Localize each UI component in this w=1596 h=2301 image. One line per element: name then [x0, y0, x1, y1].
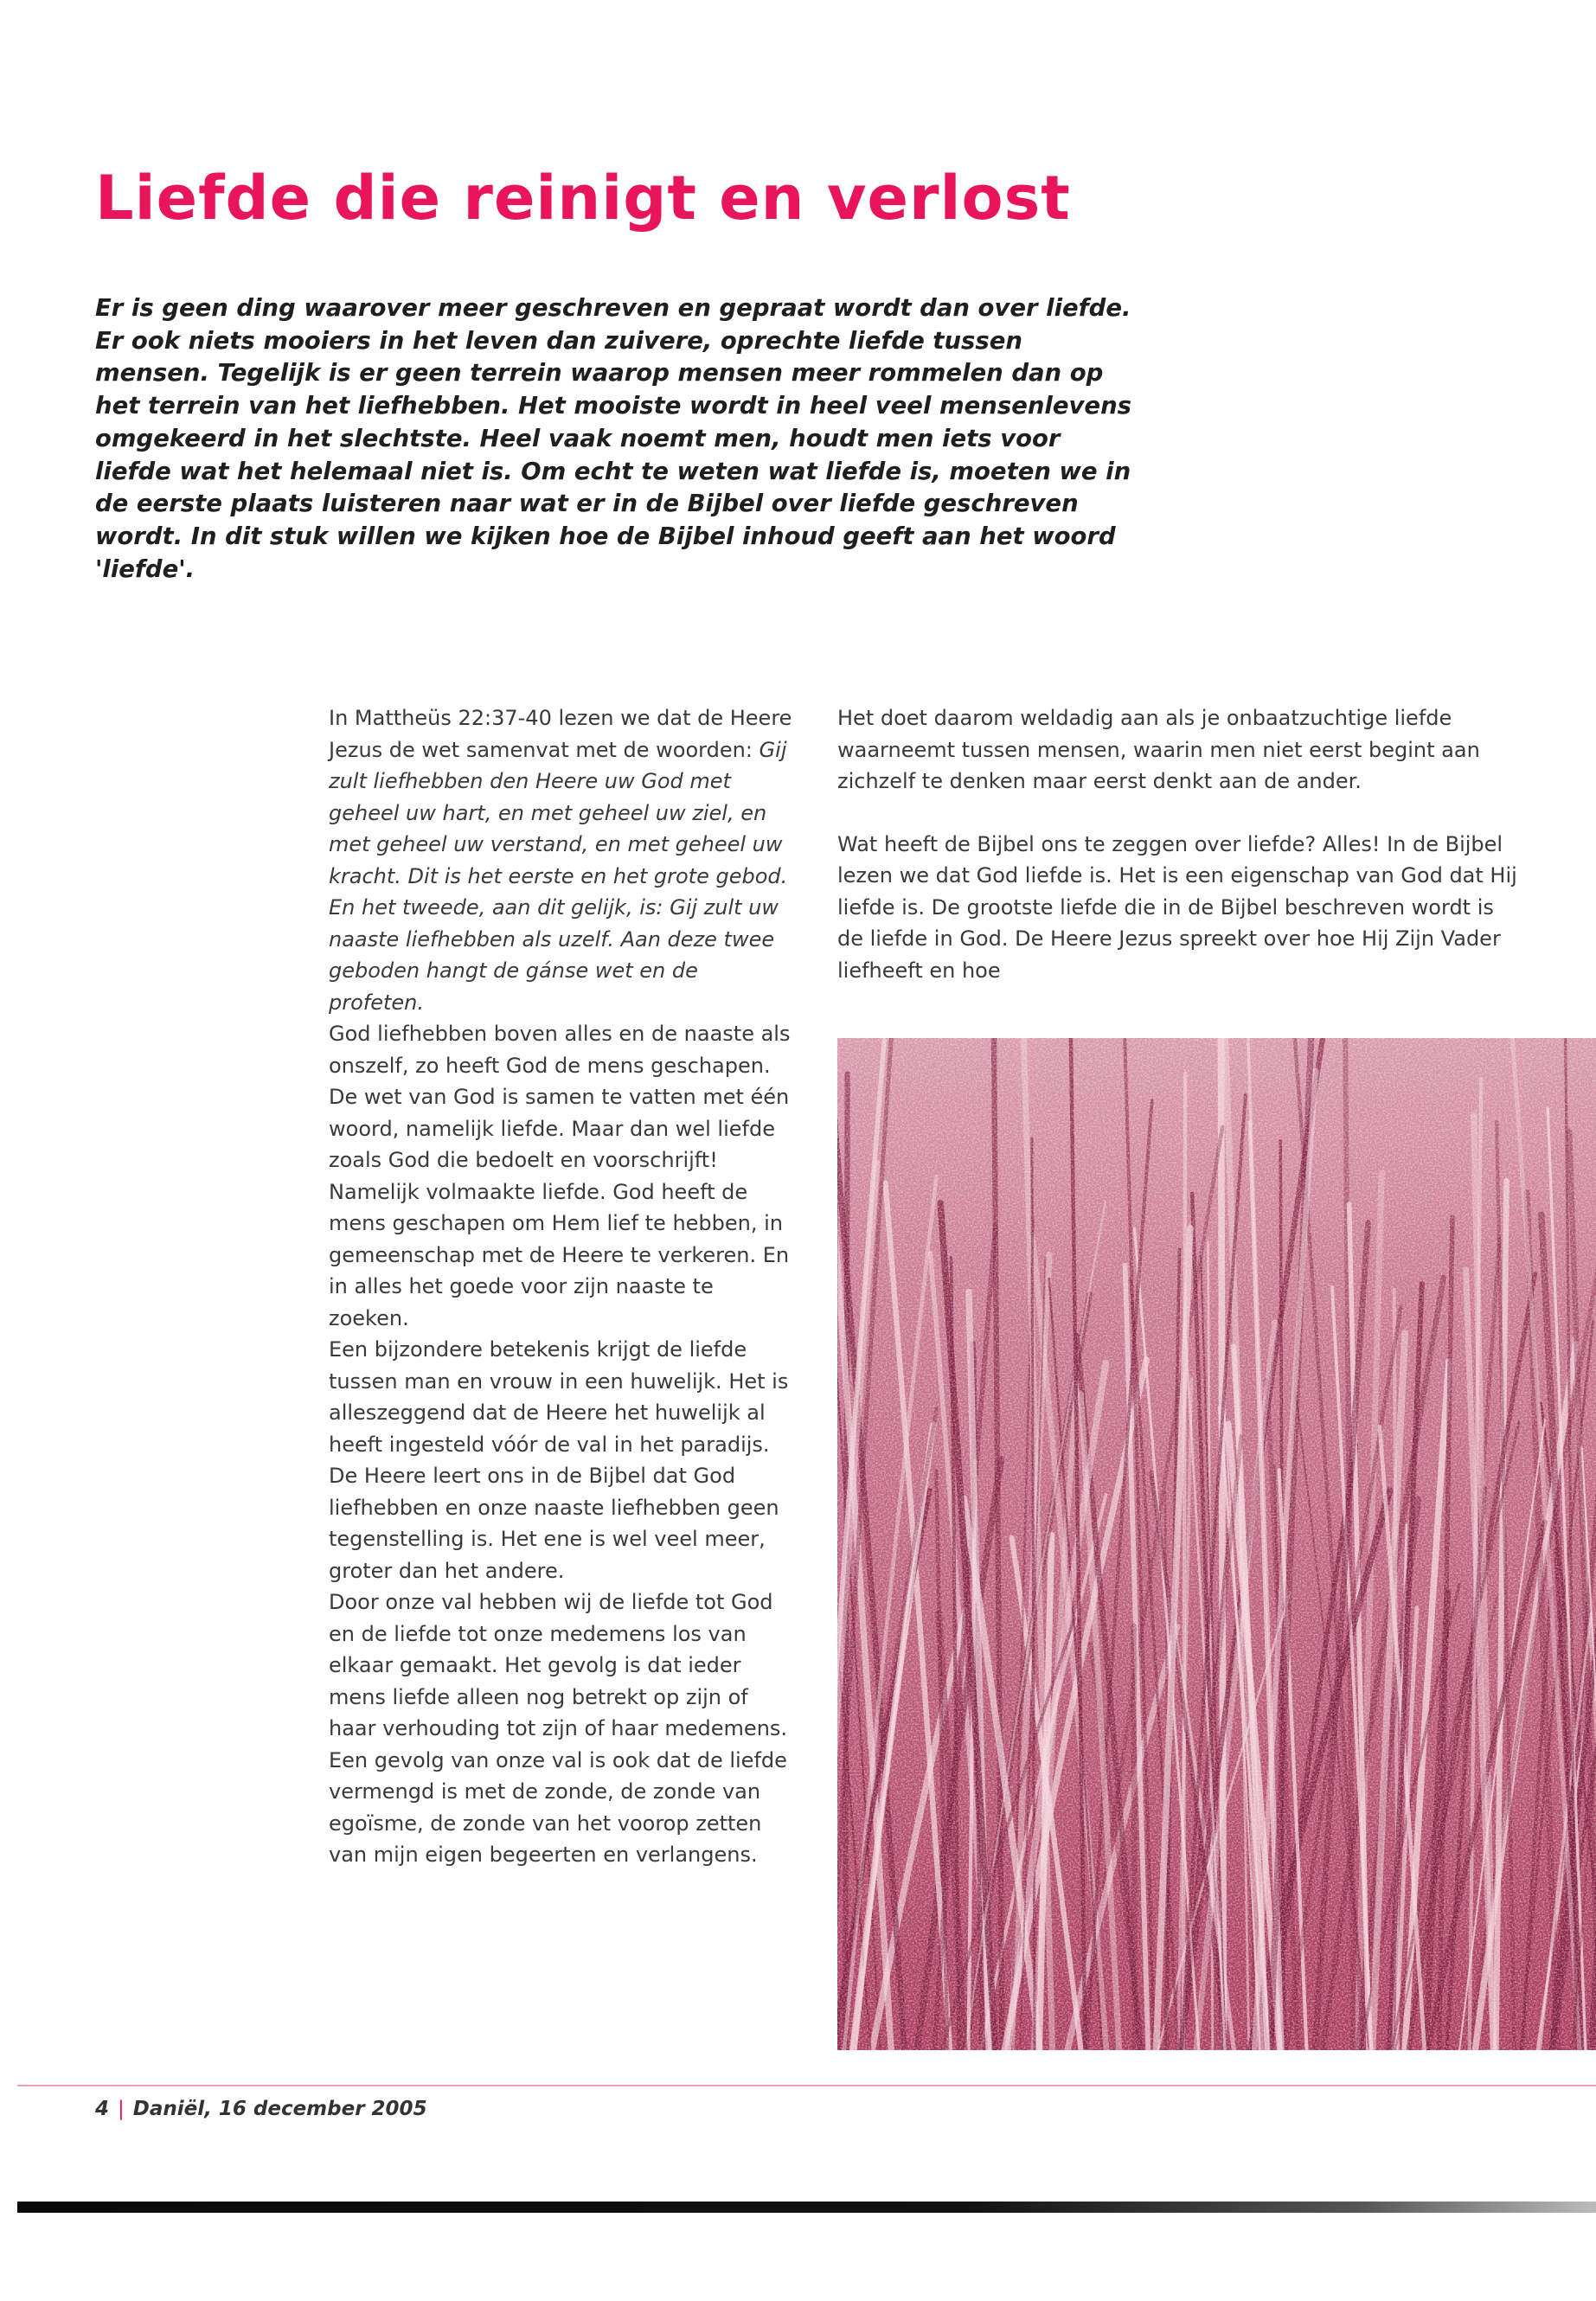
- body-paragraph: Wat heeft de Bijbel ons te zeggen over liefde? Alles! In de Bijbel lezen we dat God liefde is. Het is een eigenschap van God dat Hij liefde is. De grootste liefde die in de Bijbel beschreven wordt is de liefde in God. De Heere Jezus spreekt over hoe Hij Zijn Vader liefheeft en hoe: [837, 831, 1517, 983]
- article-lead: Er is geen ding waarover meer geschreven en gepraat wordt dan over liefde. Er ook niets mooiers in het leven dan zuivere, oprechte liefde tussen mensen. Tegelijk is er geen terrein waarop mensen meer rommelen dan op het terrein van het liefhebben. Het mooiste wordt in heel veel mensenlevens omgekeerd in het slechtste. Heel vaak noemt men, houdt men iets voor liefde wat het helemaal niet is. Om echt te weten wat liefde is, moeten we in de eerste plaats luisteren naar wat er in de Bijbel over liefde geschreven wordt. In dit stuk willen we kijken hoe de Bijbel inhoud geeft aan het woord 'liefde'.: [95, 294, 1132, 583]
- photo-grain: [837, 1038, 1596, 2050]
- body-paragraph: Door onze val hebben wij de liefde tot God en de liefde tot onze medemens los van elkaar gemaakt. Het gevolg is dat ieder mens liefde alleen nog betrekt op zijn of haar verhouding tot zijn of haar medemens.: [329, 1590, 788, 1740]
- grass-photo: [837, 1038, 1596, 2050]
- bible-quote: Gij zult liefhebben den Heere uw God met geheel uw hart, en met geheel uw ziel, en met geheel uw verstand, en met geheel uw kracht. Dit is het eerste en het grote gebod. En het tweede, aan dit gelijk, is: Gij zult uw naaste liefhebben als uzelf. Aan deze twee geboden hangt de gánse wet en de profeten.: [329, 737, 788, 1015]
- body-paragraph: Het doet daarom weldadig aan als je onbaatzuchtige liefde waarneemt tussen mensen, waarin men niet eerst begint aan zichzelf te denken maar eerst denkt aan de ander.: [837, 706, 1480, 793]
- page-footer: [95, 2098, 427, 2120]
- body-intro-text: In Mattheüs 22:37-40 lezen we dat de Heere Jezus de wet samenvat met de woorden:: [329, 706, 792, 762]
- bottom-bar: [17, 2202, 1596, 2213]
- body-paragraph: Een gevolg van onze val is ook dat de liefde vermengd is met de zonde, de zonde van egoïsme, de zonde van het voorop zetten van mijn eigen begeerten en verlangens.: [329, 1747, 787, 1867]
- body-column-right: [837, 702, 1521, 986]
- footer-rule: [17, 2085, 1596, 2086]
- body-paragraph: Een bijzondere betekenis krijgt de liefde tussen man en vrouw in een huwelijk. Het is alleszeggend dat de Heere het huwelijk al heeft ingesteld vóór de val in het paradijs. De Heere leert ons in de Bijbel dat God liefhebben en onze naaste liefhebben geen tegenstelling is. Het ene is wel veel meer, groter dan het andere.: [329, 1337, 789, 1583]
- footer-separator: |: [118, 2098, 125, 2120]
- body-paragraph: [329, 702, 796, 1018]
- body-paragraph: God liefhebben boven alles en de naaste als onszelf, zo heeft God de mens geschapen.: [329, 1022, 791, 1078]
- article-title: Liefde die reinigt en verlost: [95, 163, 1071, 234]
- body-column-left: [329, 702, 796, 1871]
- body-paragraph: De wet van God is samen te vatten met één woord, namelijk liefde. Maar dan wel liefde zoals God die bedoelt en voorschrijft! Namelijk volmaakte liefde. God heeft de mens geschapen om Hem lief te hebben, in gemeenschap met de Heere te verkeren. En in alles het goede voor zijn naaste te zoeken.: [329, 1085, 790, 1330]
- page-number: 4: [95, 2098, 110, 2120]
- publication-date: Daniël, 16 december 2005: [132, 2098, 427, 2120]
